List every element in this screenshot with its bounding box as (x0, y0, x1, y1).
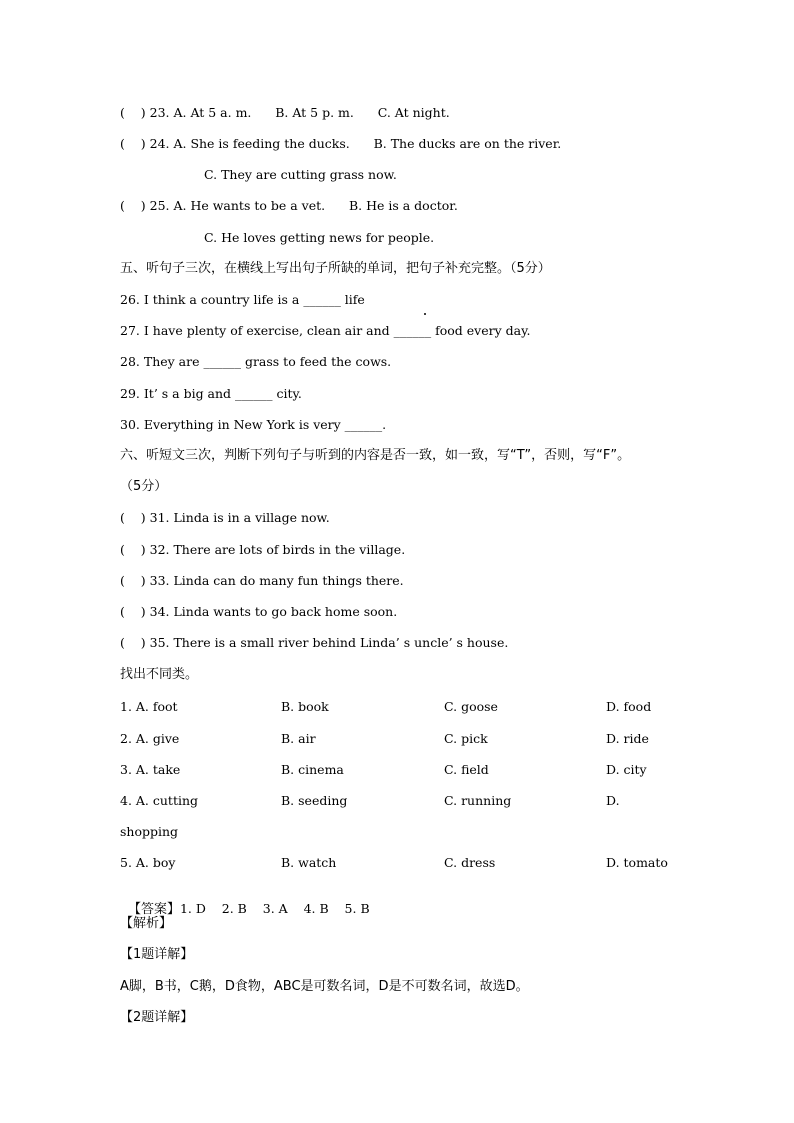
row4-option-d: D. (606, 793, 620, 808)
row3-option-b: B. cinema (281, 762, 344, 777)
answer-line (120, 885, 370, 918)
section6-item-34: ( ) 34. Linda wants to go back home soon. (120, 604, 398, 619)
analysis-label: 【解析】 (120, 916, 173, 931)
row4-option-d-wrap: shopping (120, 824, 179, 839)
row1-option-c: C. goose (444, 699, 498, 714)
row1-option-d: D. food (606, 699, 652, 714)
row2-option-c: C. pick (444, 731, 488, 746)
section6-heading-cont: （5分） (120, 479, 168, 494)
answer-text: 1. D 2. B 3. A 4. B 5. B (179, 901, 370, 916)
section5-item-29: 29. It’ s a big and ______ city. (120, 386, 302, 401)
section6-item-35: ( ) 35. There is a small river behind Linda’ s uncle’ s house. (120, 635, 509, 650)
section5-item-27: 27. I have plenty of exercise, clean air and ______ food every day. (120, 323, 531, 338)
row4-option-c: C. running (444, 793, 512, 808)
row1-option-b: B. book (281, 699, 329, 714)
analysis-q1-label: 【1题详解】 (120, 947, 194, 962)
row2-option-d: D. ride (606, 731, 649, 746)
section5-item-28: 28. They are ______ grass to feed the cows. (120, 354, 392, 369)
row5-option-a: 5. A. boy (120, 855, 176, 870)
listening-q24-option-c: C. They are cutting grass now. (204, 167, 397, 182)
section5-item-26: 26. I think a country life is a ______ life (120, 292, 365, 307)
analysis-q2-label: 【2题详解】 (120, 1010, 194, 1025)
row4-option-a: 4. A. cutting (120, 793, 199, 808)
row5-option-c: C. dress (444, 855, 496, 870)
listening-q25-option-c: C. He loves getting news for people. (204, 230, 435, 245)
section5-item-30: 30. Everything in New York is very ______. (120, 417, 387, 432)
listening-q23: ( ) 23. A. At 5 a. m. B. At 5 p. m. C. At night. (120, 105, 450, 120)
row3-option-a: 3. A. take (120, 762, 181, 777)
listening-q25: ( ) 25. A. He wants to be a vet. B. He is a doctor. (120, 198, 458, 213)
section6-item-31: ( ) 31. Linda is in a village now. (120, 510, 330, 525)
row3-option-d: D. city (606, 762, 647, 777)
row3-option-c: C. field (444, 762, 489, 777)
row2-option-a: 2. A. give (120, 731, 180, 746)
row5-option-d: D. tomato (606, 855, 668, 870)
listening-q24: ( ) 24. A. She is feeding the ducks. B. The ducks are on the river. (120, 136, 562, 151)
section6-item-33: ( ) 33. Linda can do many fun things there. (120, 573, 404, 588)
section6-heading: 六、听短文三次，判断下列句子与听到的内容是否一致，如一致，写“T”，否则，写“F”。 (120, 448, 631, 463)
odd-one-out-heading: 找出不同类。 (120, 667, 199, 682)
section5-heading: 五、听句子三次，在横线上写出句子所缺的单词，把句子补充完整。（5分） (120, 261, 551, 276)
row4-option-b: B. seeding (281, 793, 348, 808)
row5-option-b: B. watch (281, 855, 337, 870)
row1-option-a: 1. A. foot (120, 699, 178, 714)
answer-label: 【答案】 (127, 902, 180, 917)
section6-item-32: ( ) 32. There are lots of birds in the village. (120, 542, 406, 557)
stray-dot-mark (424, 313, 426, 315)
analysis-q1-text: A脚，B书，C鹅，D食物，ABC是可数名词，D是不可数名词，故选D。 (120, 979, 529, 994)
row2-option-b: B. air (281, 731, 316, 746)
